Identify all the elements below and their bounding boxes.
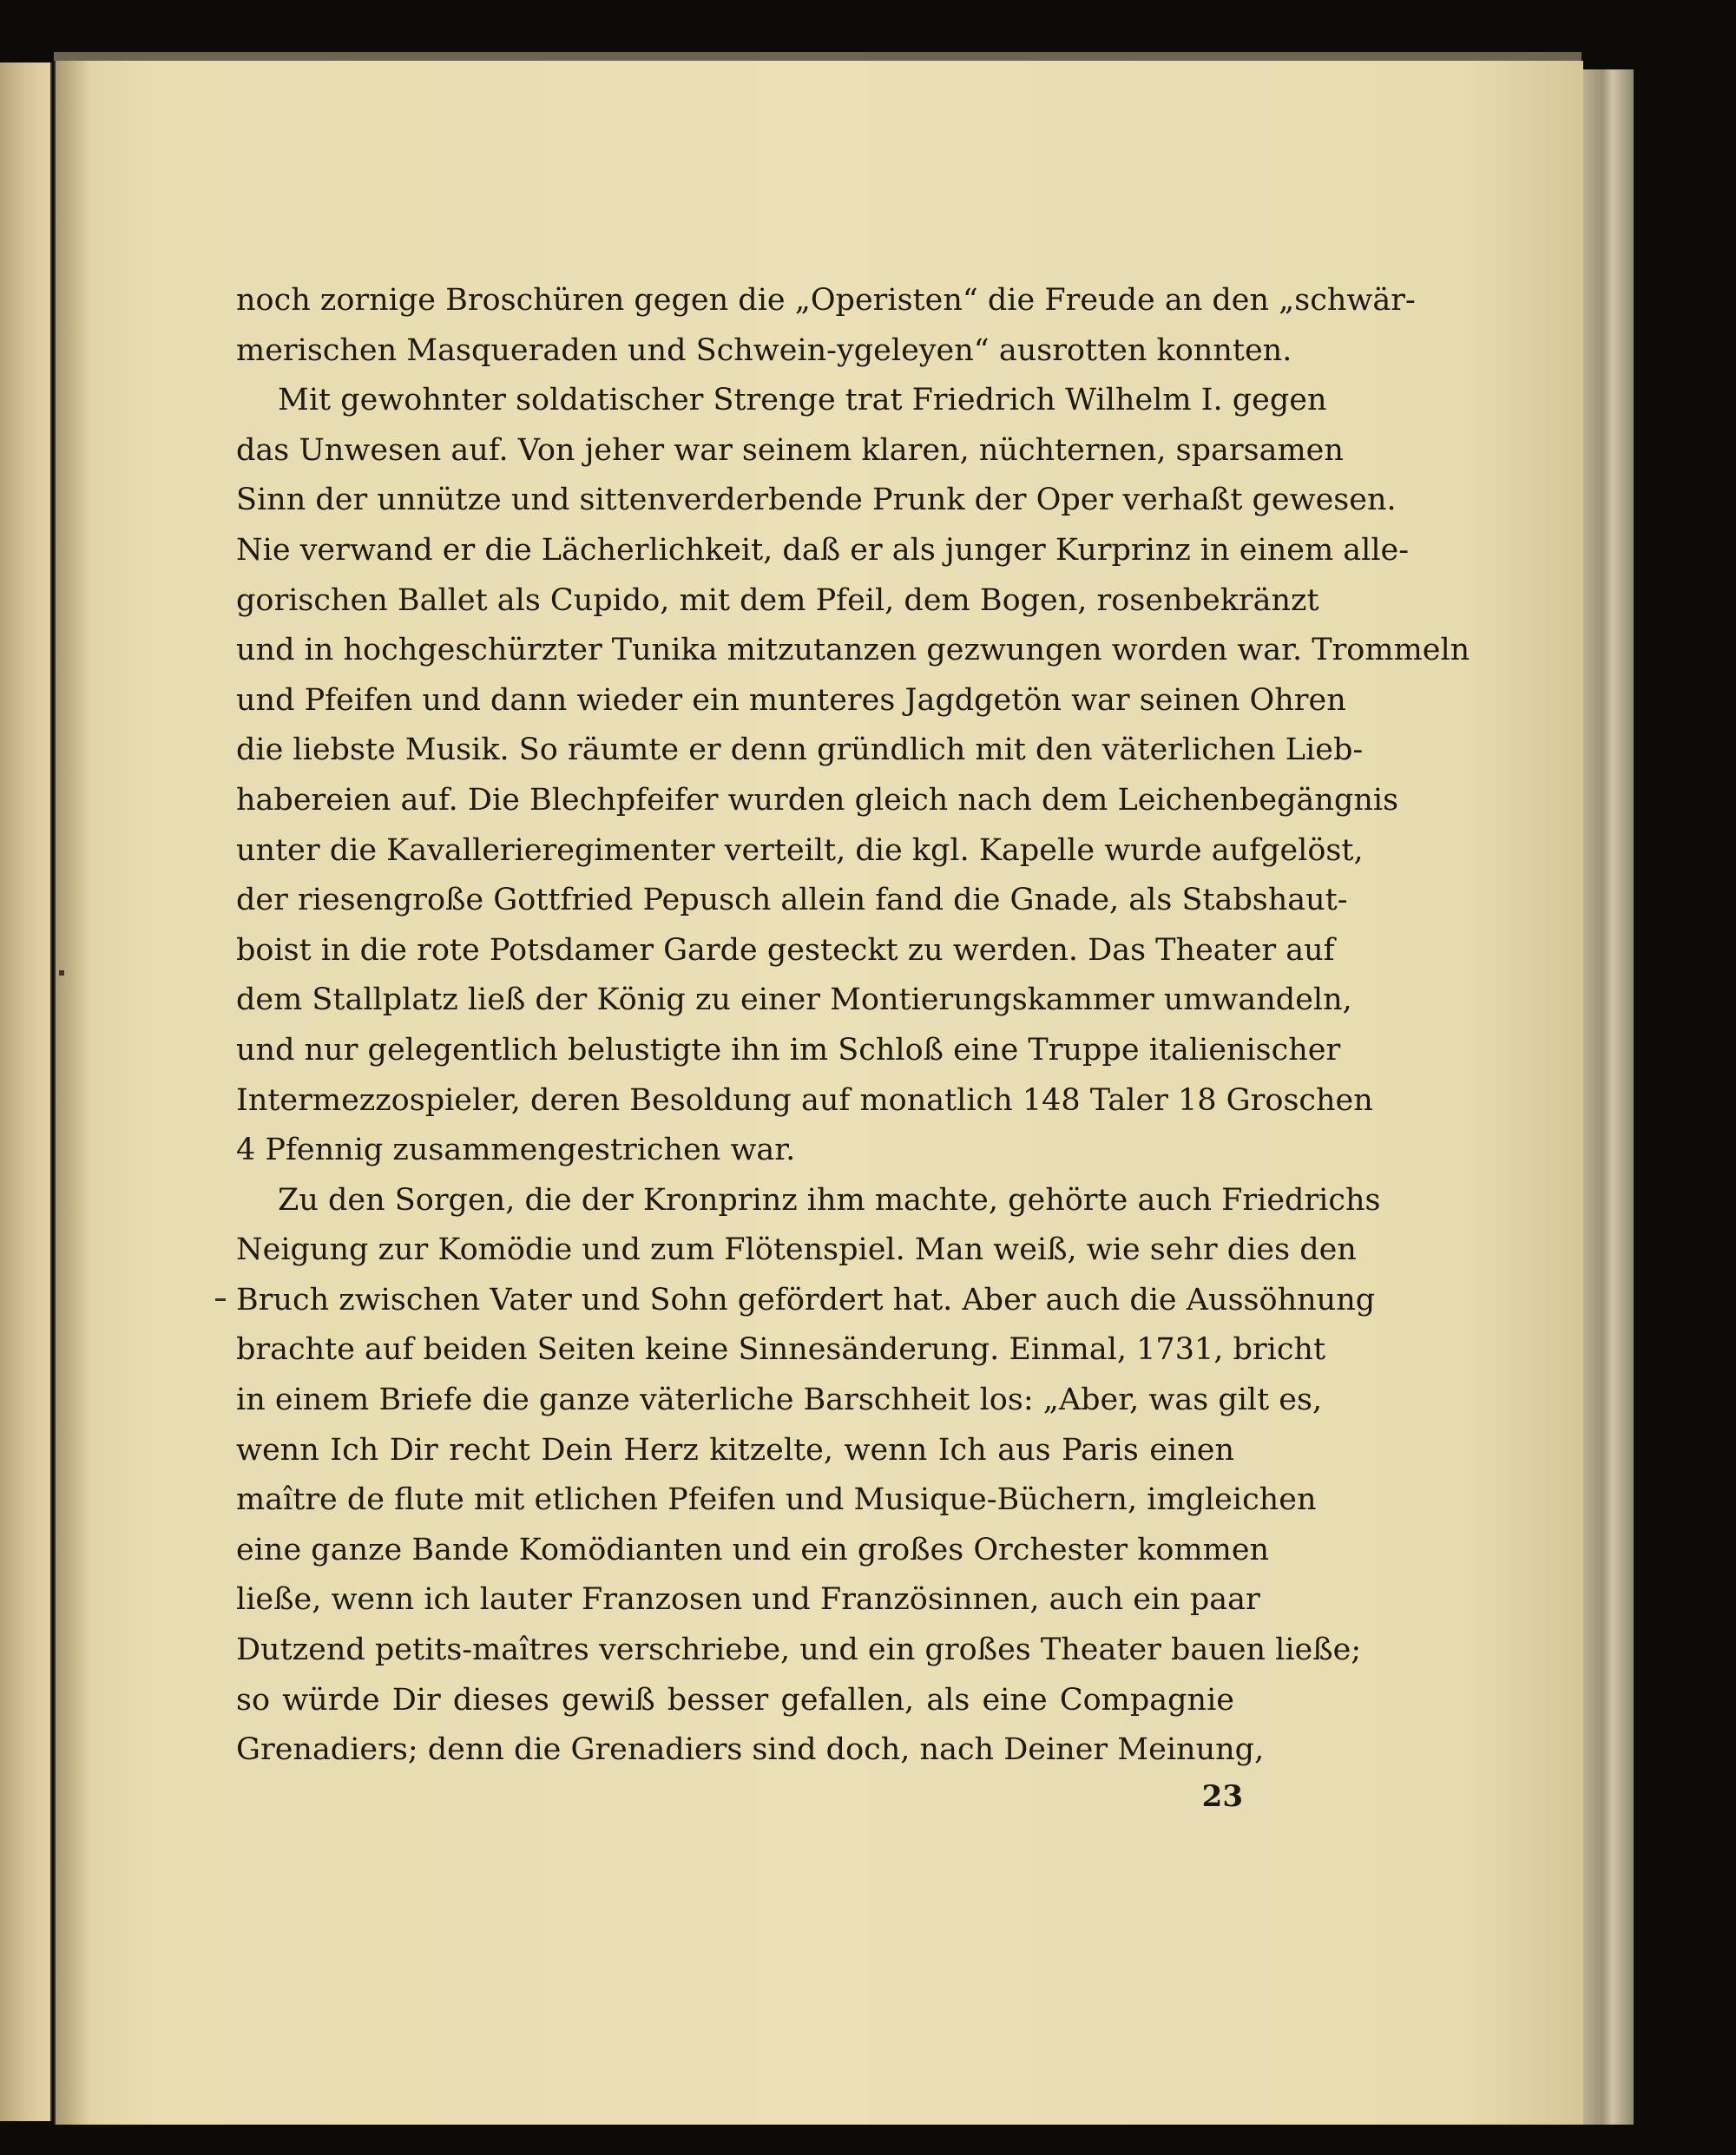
text-line: merischen Masqueraden und Schwein-ygeleyen“ ausrotten konnten.	[236, 332, 1292, 368]
text-line: maître de flute mit etlichen Pfeifen und Musique-Büchern, imgleichen	[236, 1482, 1317, 1518]
text-line: ließe, wenn ich lauter Franzosen und Französinnen, auch ein paar	[236, 1582, 1260, 1618]
gutter-shadow	[56, 61, 90, 2125]
margin-mark	[59, 970, 64, 976]
text-line: und Pfeifen und dann wieder ein munteres Jagdgetön war seinen Ohren	[236, 682, 1346, 718]
text-line: und nur gelegentlich belustigte ihn im Schloß eine Truppe italienischer	[236, 1032, 1341, 1068]
text-line: Zu den Sorgen, die der Kronprinz ihm machte, gehörte auch Friedrichs	[278, 1182, 1381, 1218]
text-line: noch zornige Broschüren gegen die „Operisten“ die Freude an den „schwär-	[236, 283, 1416, 318]
text-line: Nie verwand er die Lächerlichkeit, daß er als junger Kurprinz in einem alle-	[236, 532, 1410, 568]
text-line: das Unwesen auf. Von jeher war seinem klaren, nüchternen, sparsamen	[236, 432, 1344, 468]
text-line: gorischen Ballet als Cupido, mit dem Pfeil, dem Bogen, rosenbekränzt	[236, 582, 1319, 618]
text-line: Mit gewohnter soldatischer Strenge trat Friedrich Wilhelm I. gegen	[278, 383, 1327, 418]
text-line: Sinn der unnütze und sittenverderbende Prunk der Oper verhaßt gewesen.	[236, 483, 1397, 518]
margin-mark	[215, 1298, 226, 1301]
book-fore-edge	[1581, 69, 1634, 2125]
facing-page-edge	[0, 62, 52, 2121]
text-line: boist in die rote Potsdamer Garde gesteckt zu werden. Das Theater auf	[236, 932, 1335, 968]
text-line: Bruch zwischen Vater und Sohn gefördert hat. Aber auch die Aussöhnung	[236, 1282, 1376, 1317]
text-line: unter die Kavallerieregimenter verteilt, die kgl. Kapelle wurde aufgelöst,	[236, 832, 1364, 868]
text-line: eine ganze Bande Komödianten und ein großes Orchester kommen	[236, 1532, 1270, 1567]
text-line: die liebste Musik. So räumte er denn gründlich mit den väterlichen Lieb-	[236, 733, 1364, 768]
text-line: habereien auf. Die Blechpfeifer wurden gleich nach dem Leichenbegängnis	[236, 782, 1399, 818]
text-line: Intermezzospieler, deren Besoldung auf monatlich 148 Taler 18 Groschen	[236, 1082, 1373, 1118]
text-line: brachte auf beiden Seiten keine Sinnesänderung. Einmal, 1731, bricht	[236, 1332, 1326, 1368]
text-line: und in hochgeschürzter Tunika mitzutanzen gezwungen worden war. Trommeln	[236, 633, 1470, 668]
text-line: 4 Pfennig zusammengestrichen war.	[236, 1133, 796, 1168]
body-text	[236, 276, 1470, 1776]
text-line: Dutzend petits-maîtres verschriebe, und ein großes Theater bauen ließe;	[236, 1633, 1362, 1668]
text-line: wenn Ich Dir recht Dein Herz kitzelte, wenn Ich aus Paris einen	[236, 1432, 1234, 1468]
text-line: so würde Dir dieses gewiß besser gefallen, als eine Compagnie	[236, 1682, 1234, 1718]
text-line: dem Stallplatz ließ der König zu einer Montierungskammer umwandeln,	[236, 982, 1352, 1018]
text-line: der riesengroße Gottfried Pepusch allein fand die Gnade, als Stabshaut-	[236, 883, 1348, 918]
page-number: 23	[1201, 1779, 1243, 1814]
text-line: in einem Briefe die ganze väterliche Barschheit los: „Aber, was gilt es,	[236, 1383, 1323, 1418]
text-line: Grenadiers; denn die Grenadiers sind doch, nach Deiner Meinung,	[236, 1732, 1265, 1768]
text-line: Neigung zur Komödie und zum Flötenspiel. Man weiß, wie sehr dies den	[236, 1232, 1357, 1268]
